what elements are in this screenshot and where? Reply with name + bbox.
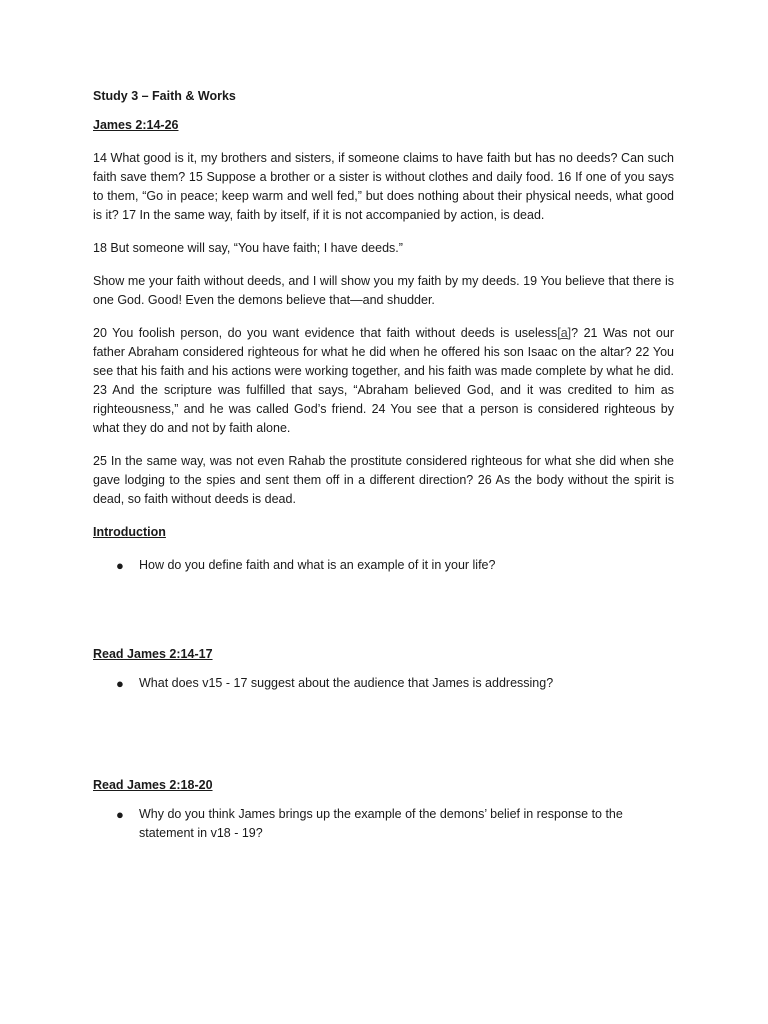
scripture-paragraph-4 (93, 324, 674, 438)
scripture-paragraph-3: Show me your faith without deeds, and I will show you my faith by my deeds. 19 You believe that there is one God. Good! Even the demons believe that—and shudder. (93, 274, 674, 307)
paragraph-4-text-end: ? 21 Was not our father Abraham considered righteous for what he did when he offered his son Isaac on the altar? 22 You see that his faith and his actions were working together, and his faith was made complete by what he did. 23 And the scripture was fulfilled that says, “Abraham believed God, and it was credited to him as righteousness,” and he was called God’s friend. 24 You see that a person is considered righteous by what they do and not by faith alone. (93, 326, 674, 435)
question-item (93, 805, 674, 843)
document-page (93, 87, 674, 843)
question-text: How do you define faith and what is an example of it in your life? (139, 558, 496, 572)
question-item (93, 556, 674, 575)
section-heading-introduction: Introduction (93, 525, 166, 539)
paragraph-4-text-start: 20 You foolish person, do you want evidence that faith without deeds is useless (93, 326, 558, 340)
section-heading-read-james-2-18-20: Read James 2:18-20 (93, 778, 213, 792)
question-list (93, 674, 674, 693)
bullet-icon: ● (116, 676, 124, 691)
passage-heading: James 2:14-26 (93, 118, 179, 132)
document-title: Study 3 – Faith & Works (93, 89, 236, 103)
section-heading-read-james-2-14-17: Read James 2:14-17 (93, 647, 213, 661)
question-list (93, 556, 674, 575)
scripture-paragraph-2: 18 But someone will say, “You have faith; I have deeds.” (93, 241, 403, 255)
question-item (93, 674, 674, 693)
bullet-icon: ● (116, 558, 124, 573)
question-text: Why do you think James brings up the example of the demons’ belief in response to the statement in v18 - 19? (139, 807, 623, 840)
bullet-icon: ● (116, 807, 124, 822)
scripture-paragraph-1: 14 What good is it, my brothers and sisters, if someone claims to have faith but has no deeds? Can such faith save them? 15 Suppose a brother or a sister is without clothes and daily food. 16 If one of you says to them, “Go in peace; keep warm and well fed,” but does nothing about their physical needs, what good is it? 17 In the same way, faith by itself, if it is not accompanied by action, is dead. (93, 151, 674, 222)
scripture-paragraph-5: 25 In the same way, was not even Rahab the prostitute considered righteous for what she did when she gave lodging to the spies and sent them off in a different direction? 26 As the body without the spirit is dead, so faith without deeds is dead. (93, 454, 674, 506)
footnote-link[interactable]: [a] (557, 326, 572, 340)
question-text: What does v15 - 17 suggest about the audience that James is addressing? (139, 676, 554, 690)
question-list (93, 805, 674, 843)
